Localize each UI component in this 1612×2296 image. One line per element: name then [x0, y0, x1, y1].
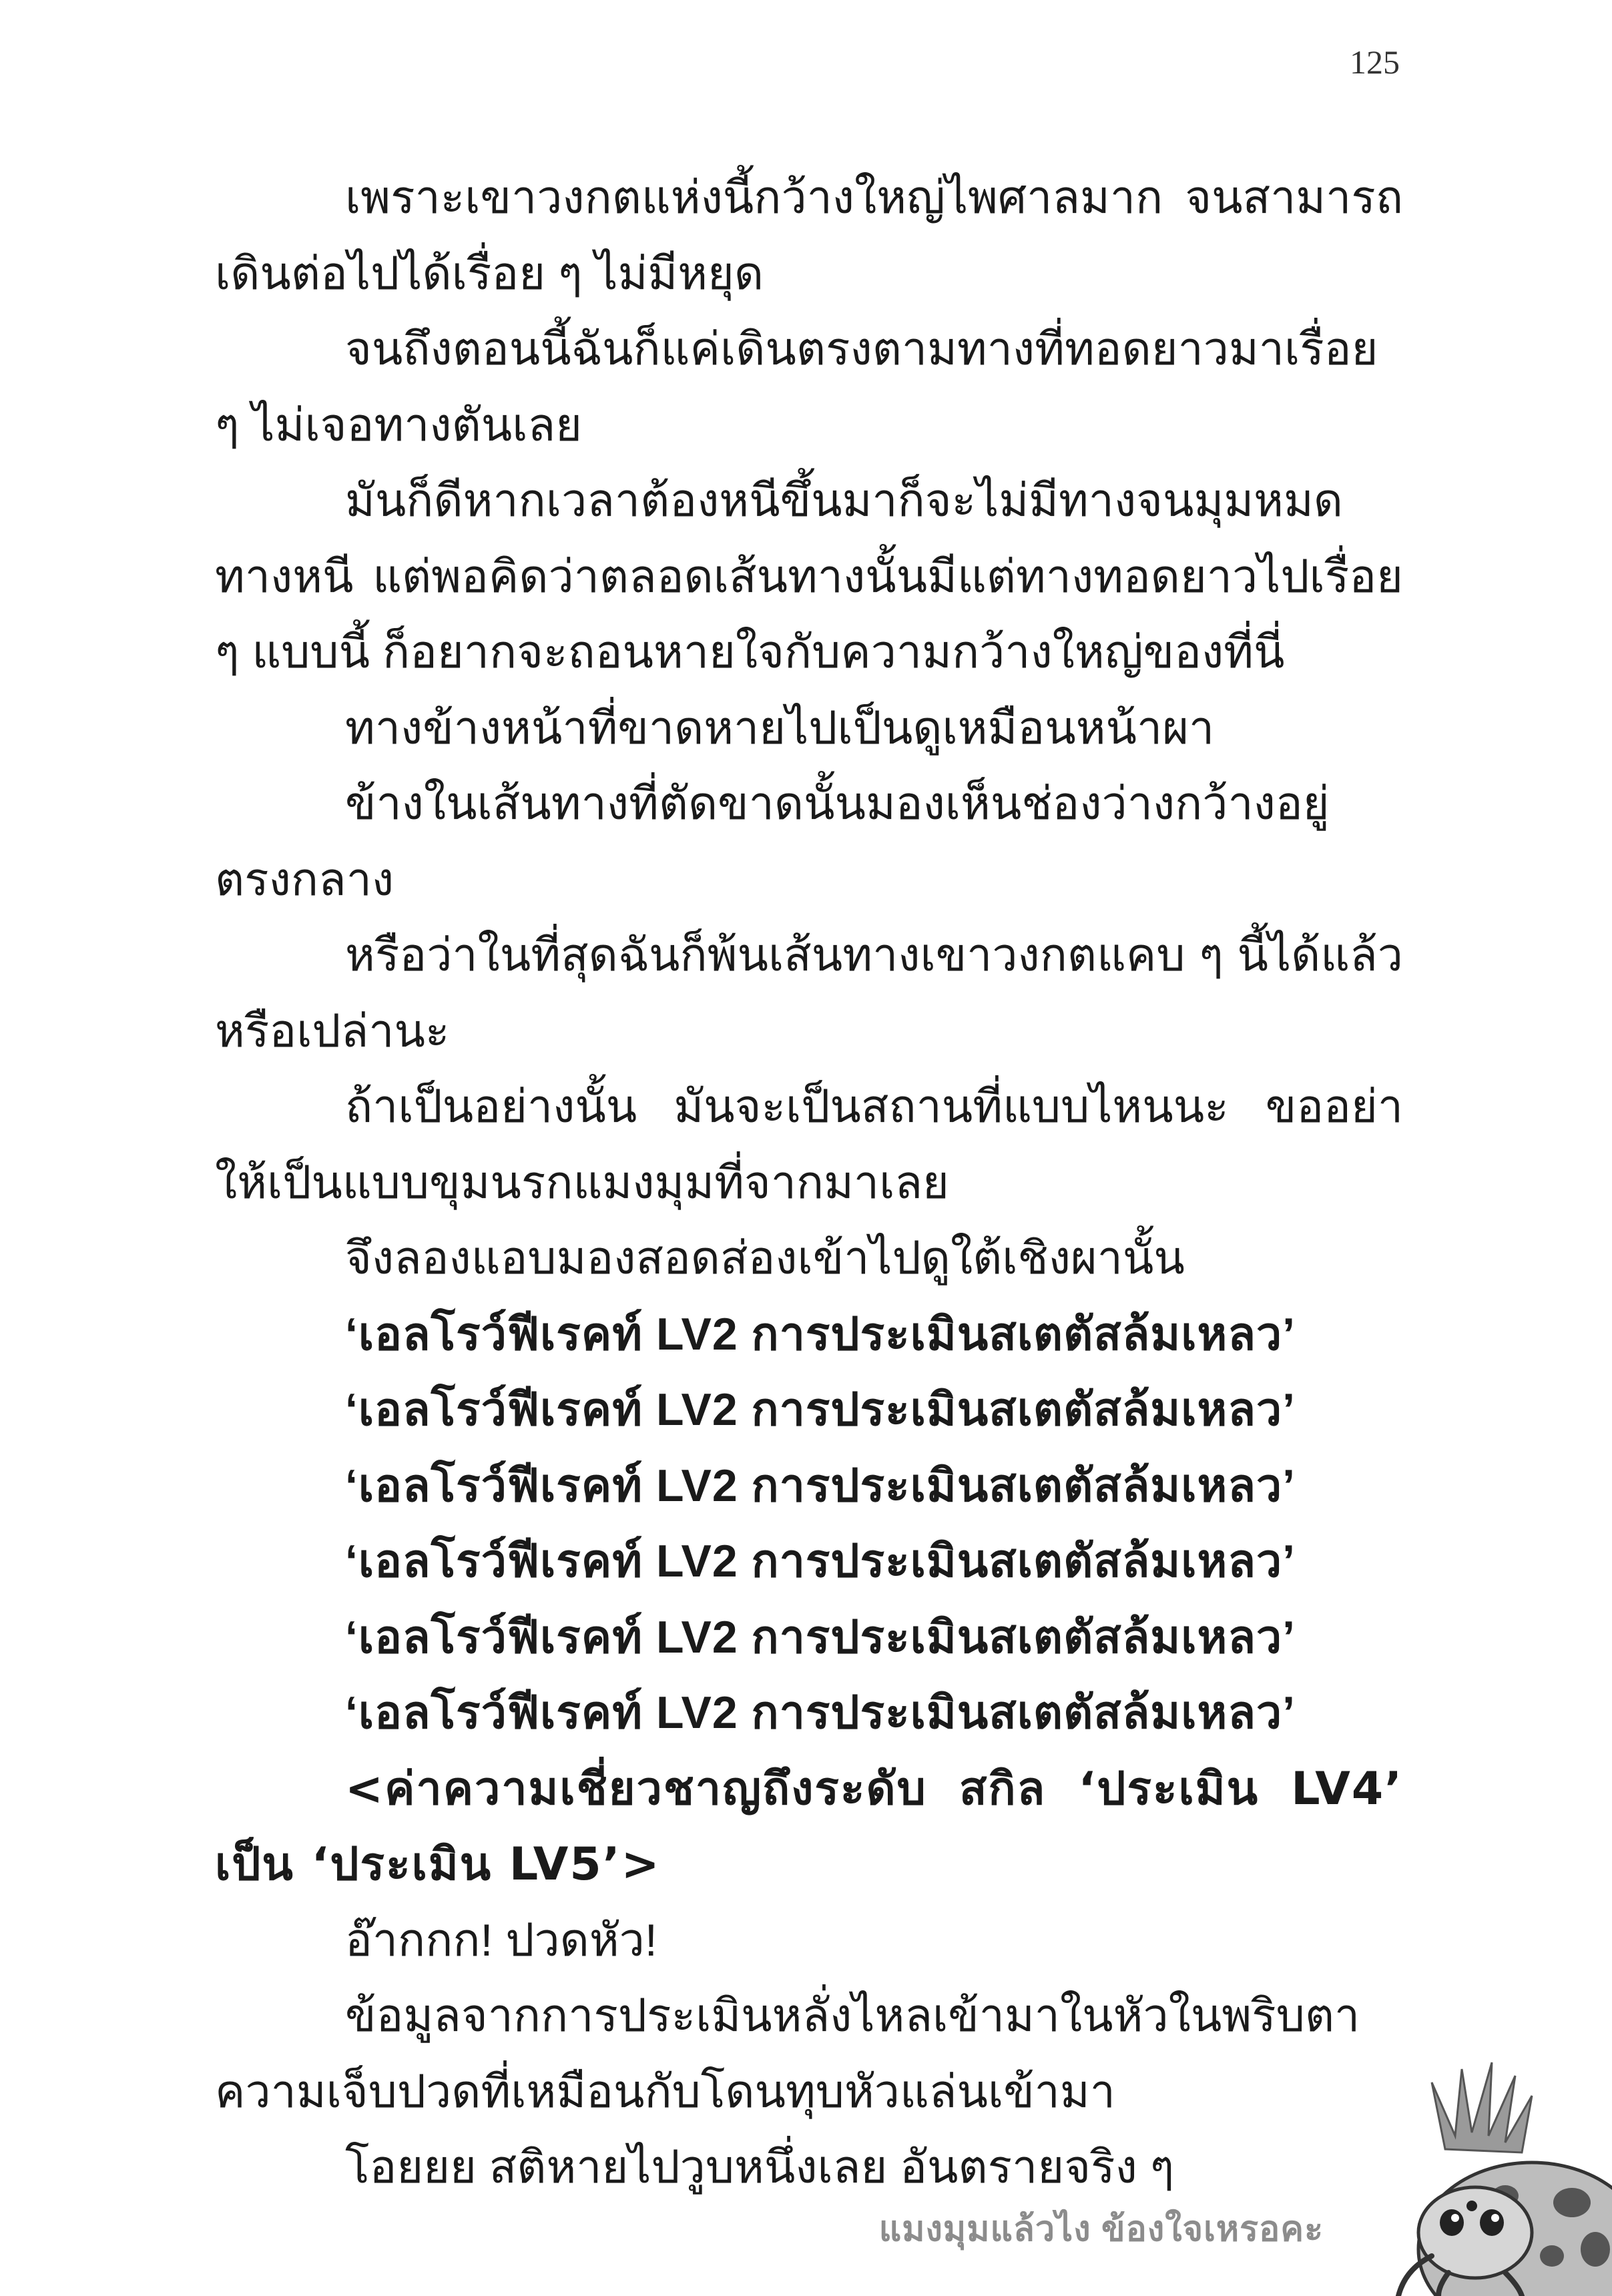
paragraph: โอยยย สติหายไปวูบหนึ่งเลย อันตรายจริง ๆ — [345, 2142, 1175, 2193]
paragraph: ข้อมูลจากการประเมินหลั่งไหลเข้ามาในหัวในพริบตา ความเจ็บปวดที่เหมือนกับโดนทุบหัวแล่นเข้ามา — [215, 1990, 1360, 2117]
paragraph: จึงลองแอบมองสอดส่องเข้าไปดูใต้เชิงผานั้น — [345, 1233, 1185, 1283]
paragraph: จนถึงตอนนี้ฉันก็แค่เดินตรงตามทางที่ทอดยาวมาเรื่อย ๆ ไม่เจอทางตันเลย — [215, 324, 1378, 451]
status-message: ‘เอลโรว์ฟีเรคท์ LV2 การประเมินสเตตัสล้มเหลว’ — [345, 1384, 1296, 1435]
spider-mascot-illustration — [1332, 2056, 1612, 2296]
status-message: ‘เอลโรว์ฟีเรคท์ LV2 การประเมินสเตตัสล้มเหลว’ — [345, 1308, 1296, 1360]
paragraph: เพราะเขาวงกตแห่งนี้กว้างใหญ่ไพศาลมาก จนสามารถเดินต่อไปได้เรื่อย ๆ ไม่มีหยุด — [215, 172, 1403, 299]
status-message: ‘เอลโรว์ฟีเรคท์ LV2 การประเมินสเตตัสล้มเหลว’ — [345, 1687, 1296, 1738]
paragraph: อ๊ากกก! ปวดหัว! — [345, 1914, 657, 1966]
paragraph: ทางข้างหน้าที่ขาดหายไปเป็นดูเหมือนหน้าผา — [345, 702, 1215, 754]
status-message: ‘เอลโรว์ฟีเรคท์ LV2 การประเมินสเตตัสล้มเหลว’ — [345, 1611, 1296, 1663]
paragraph: ข้างในเส้นทางที่ตัดขาดนั้นมองเห็นช่องว่างกว้างอยู่ตรงกลาง — [215, 778, 1330, 905]
paragraph: ถ้าเป็นอย่างนั้น มันจะเป็นสถานที่แบบไหนนะ ขออย่าให้เป็นแบบขุมนรกแมงมุมที่จากมาเลย — [215, 1081, 1403, 1208]
body-text — [215, 160, 1403, 2206]
book-title-footer: แมงมุมแล้วไง ข้องใจเหรอคะ — [878, 2210, 1324, 2249]
status-message: ‘เอลโรว์ฟีเรคท์ LV2 การประเมินสเตตัสล้มเหลว’ — [345, 1460, 1296, 1511]
paragraph: หรือว่าในที่สุดฉันก็พ้นเส้นทางเขาวงกตแคบ ๆ นี้ได้แล้ว หรือเปล่านะ — [215, 930, 1403, 1057]
system-message: <ค่าความเชี่ยวชาญถึงระดับ สกิล ‘ประเมิน LV4’ เป็น ‘ประเมิน LV5’> — [215, 1762, 1403, 1891]
paragraph: มันก็ดีหากเวลาต้องหนีขึ้นมาก็จะไม่มีทางจนมุมหมดทางหนี แต่พอคิดว่าตลอดเส้นทางนั้นมีแต่ทางทอดยาวไปเรื่อย ๆ แบบนี้ ก็อยากจะถอนหายใจกับความกว้างใหญ่ของที่นี่ — [215, 475, 1403, 677]
page-number: 125 — [1350, 43, 1400, 81]
status-message: ‘เอลโรว์ฟีเรคท์ LV2 การประเมินสเตตัสล้มเหลว’ — [345, 1536, 1296, 1587]
